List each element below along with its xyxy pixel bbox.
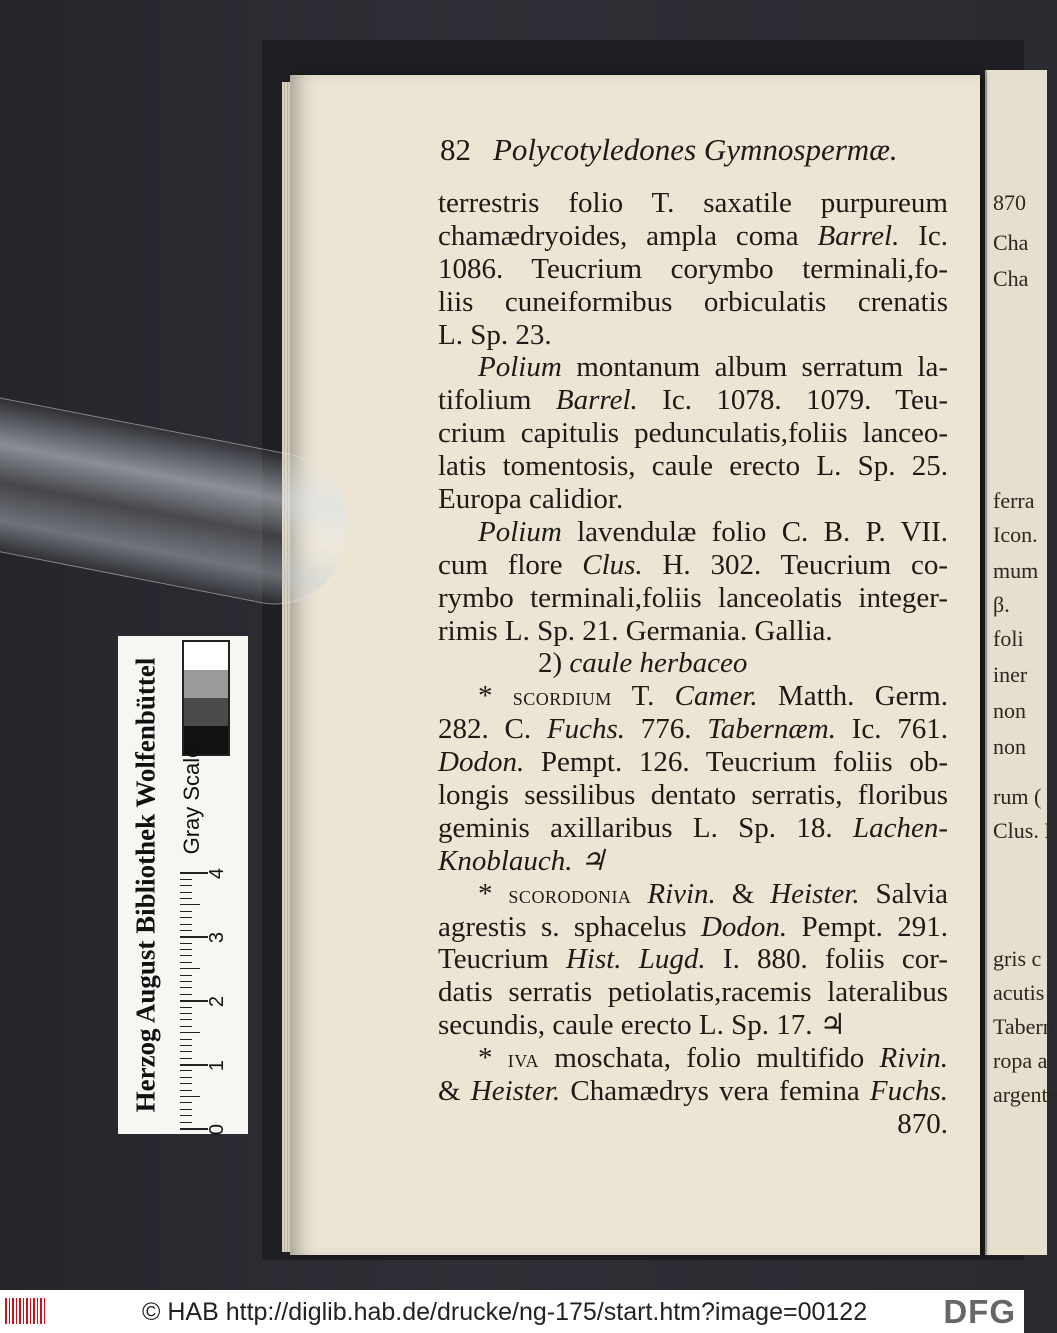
ruler (174, 868, 244, 1136)
text-run: Clus. (582, 548, 643, 581)
text-run: Teucrium (438, 943, 566, 976)
text-line (438, 253, 948, 286)
ruler-tick (180, 885, 192, 886)
adjacent-text-fragment: ferra (993, 488, 1035, 513)
text-run: secundis, caule erecto L. Sp. 17. ♃ (438, 1009, 846, 1042)
adjacent-text-fragment: gris c (993, 946, 1042, 971)
text-line (438, 647, 948, 680)
text-line (438, 1108, 948, 1141)
text-run: agrestis s. sphacelus (438, 910, 701, 943)
text-run: T. (611, 680, 675, 713)
text-line (438, 1042, 948, 1075)
ruler-tick (180, 898, 192, 899)
text-run: Polium (478, 351, 562, 384)
text-line (438, 483, 948, 516)
text-line (438, 220, 948, 253)
footer-bar (0, 1290, 1024, 1333)
text-run: Matth. Germ. (757, 680, 948, 713)
adjacent-text-fragment: Icon. (993, 522, 1038, 547)
text-line (438, 812, 948, 845)
adjacent-page (985, 70, 1057, 1255)
text-run: H. 302. Teucrium co- (642, 548, 948, 581)
text-run: cum flore (438, 548, 583, 581)
running-head: Polycotyledones Gymnospermæ. (493, 132, 898, 167)
gray-swatch (184, 698, 228, 726)
text-line (438, 976, 948, 1009)
text-run: geminis axillaribus L. Sp. 18. (438, 811, 853, 844)
ruler-tick (180, 1007, 192, 1008)
text-line (438, 943, 948, 976)
ruler-tick (180, 892, 192, 893)
adjacent-text-fragment: ropa a (993, 1048, 1048, 1073)
adjacent-text-fragment: foli (993, 626, 1024, 651)
text-run: 1086. Teucrium corymbo terminali,fo- (438, 252, 948, 285)
ruler-tick (180, 904, 200, 905)
adjacent-text-fragment: rum ( (993, 784, 1042, 809)
text-run: 776. (625, 713, 708, 746)
ruler-tick (180, 1064, 208, 1066)
text-line (438, 516, 948, 549)
text-run: & (438, 1075, 471, 1108)
text-line (438, 911, 948, 944)
text-run: moschata, folio multifido (538, 1042, 880, 1075)
text-run: Pempt. 126. Teucrium foliis ob- (524, 746, 948, 779)
ruler-tick (180, 975, 192, 976)
text-run: Hist. Lugd. (565, 943, 706, 976)
text-run: Heister. (770, 877, 860, 910)
text-line (438, 680, 948, 713)
text-run: Ic. (899, 219, 948, 252)
text-run: longis sessilibus dentato serratis, floribus (438, 779, 948, 812)
text-line (438, 1009, 948, 1042)
gray-swatch (184, 642, 228, 670)
footer-copyright[interactable]: © HAB http://diglib.hab.de/drucke/ng-175/start.htm?image=00122 (142, 1298, 868, 1326)
text-line (438, 713, 948, 746)
ruler-tick (180, 981, 192, 982)
ruler-tick (180, 1102, 192, 1103)
ruler-tick (180, 955, 192, 956)
text-run: Barrel. (555, 384, 638, 417)
text-run: Dodon. (438, 746, 525, 779)
text-line (438, 845, 948, 878)
ruler-tick (180, 1083, 192, 1084)
ruler-tick (180, 936, 208, 938)
ruler-tick (180, 943, 192, 944)
text-run: Fuchs. (869, 1075, 948, 1108)
text-run: Rivin. (879, 1042, 948, 1075)
text-run: scordium (512, 684, 612, 712)
text-line (438, 417, 948, 450)
text-run: liis cuneiformibus orbiculatis crenatis (438, 285, 948, 318)
text-run: 870. (897, 1107, 948, 1140)
dfg-logo: DFG (943, 1293, 1016, 1330)
ruler-number: 4 (206, 868, 229, 880)
adjacent-text-fragment: β. (993, 592, 1010, 617)
ruler-tick (180, 1070, 192, 1071)
text-run: Camer. (674, 680, 758, 713)
text-line (438, 582, 948, 615)
text-line (438, 779, 948, 812)
text-run: rymbo terminali,foliis lanceolatis integer- (438, 581, 948, 614)
text-run: scorodonia (508, 881, 632, 909)
ruler-tick (180, 949, 192, 950)
text-line (438, 746, 948, 779)
text-run: 2) (538, 647, 570, 680)
text-run: Knoblauch. ♃ (438, 844, 606, 877)
text-run: * (478, 1042, 508, 1075)
text-run: datis serratis petiolatis,racemis lateralibus (438, 976, 948, 1009)
page-text (438, 187, 948, 1141)
adjacent-text-fragment: Cha (993, 266, 1029, 291)
adjacent-text-fragment: non (993, 698, 1026, 723)
ruler-number: 0 (206, 1123, 229, 1136)
text-run: * (478, 680, 513, 713)
ruler-tick (180, 1000, 208, 1002)
text-run: Lachen- (852, 811, 948, 844)
text-line (438, 549, 948, 582)
ruler-tick (180, 968, 200, 969)
text-run: Rivin. (647, 877, 716, 910)
text-run (631, 878, 647, 910)
library-name: Herzog August Bibliothek Wolfenbüttel (130, 657, 161, 1113)
text-run: Pempt. 291. (787, 910, 948, 943)
adjacent-text-fragment: 870 (993, 190, 1026, 215)
text-run: terrestris folio T. saxatile purpureum (438, 187, 948, 219)
ruler-tick (180, 1115, 192, 1116)
ruler-tick (180, 1032, 200, 1033)
text-run: Ic. 761. (835, 713, 949, 746)
barcode-icon (5, 1298, 47, 1324)
ruler-tick (180, 924, 192, 925)
ruler-tick (180, 962, 192, 963)
ruler-tick (180, 879, 192, 880)
text-line (438, 187, 948, 220)
adjacent-text-fragment: iner (993, 662, 1028, 687)
adjacent-text-fragment: Tabern (993, 1014, 1054, 1039)
ruler-tick (180, 1109, 192, 1110)
text-line (438, 450, 948, 483)
text-run: chamædryoides, ampla coma (438, 219, 818, 252)
adjacent-text-fragment: Clus. F (993, 818, 1057, 843)
ruler-tick (180, 1013, 192, 1014)
text-line (438, 351, 948, 384)
gray-swatches (182, 640, 230, 756)
adjacent-text-fragment: argente (993, 1082, 1057, 1107)
ruler-tick (180, 930, 192, 931)
text-run: I. 880. foliis cor- (705, 943, 948, 976)
ruler-tick (180, 994, 192, 995)
text-run: Tabernæm. (707, 713, 836, 746)
ruler-number: 1 (206, 1060, 229, 1072)
ruler-tick (180, 1090, 192, 1091)
text-run: Heister. (470, 1075, 561, 1108)
ruler-tick (180, 1122, 192, 1123)
text-run: Salvia (859, 877, 949, 910)
text-run: Europa calidior. (438, 483, 624, 516)
ruler-tick (180, 1051, 192, 1052)
adjacent-text-fragment: mum (993, 558, 1039, 583)
text-run: lavendulæ folio C. B. P. VII. (561, 515, 948, 548)
ruler-tick (180, 1058, 192, 1059)
text-run: Dodon. (700, 910, 788, 943)
text-run: latis tomentosis, caule erecto L. Sp. 25. (438, 450, 948, 483)
ruler-tick (180, 1019, 192, 1020)
gray-swatch (184, 670, 228, 698)
text-run: montanum album serratum la- (561, 351, 948, 384)
text-line (438, 878, 948, 911)
scale-card-title (118, 636, 174, 1134)
text-run: L. Sp. 23. (438, 318, 552, 351)
ruler-tick (180, 1128, 208, 1130)
text-line (438, 615, 948, 648)
page-number: 82 (440, 132, 471, 167)
text-run: Barrel. (817, 219, 900, 252)
adjacent-text-fragment: non (993, 734, 1026, 759)
text-run: 282. C. (438, 713, 547, 746)
ruler-tick (180, 1096, 200, 1097)
gray-scale-label (172, 740, 212, 860)
text-run: caule herbaceo (569, 647, 748, 680)
text-run: Ic. 1078. 1079. Teu- (637, 384, 948, 417)
text-run: Polium (478, 515, 562, 548)
ruler-tick (180, 1045, 192, 1046)
text-line (438, 384, 948, 417)
text-run: Chamædrys vera femina (560, 1075, 870, 1108)
adjacent-text-fragment: acutis (993, 980, 1045, 1005)
ruler-tick (180, 872, 208, 874)
text-run: tifolium (438, 384, 556, 417)
text-line (438, 1075, 948, 1108)
page-header (440, 132, 960, 172)
ruler-tick (180, 917, 192, 918)
ruler-number: 2 (206, 996, 229, 1008)
ruler-tick (180, 987, 192, 988)
text-run: iva (507, 1046, 539, 1074)
text-run: & (715, 877, 771, 910)
text-run: crium capitulis pedunculatis,foliis lanceo- (438, 417, 948, 450)
text-line (438, 319, 948, 352)
ruler-tick (180, 1077, 192, 1078)
adjacent-text-fragment: Cha (993, 230, 1029, 255)
text-line (438, 286, 948, 319)
text-run: Fuchs. (546, 713, 625, 746)
ruler-tick (180, 1039, 192, 1040)
ruler-tick (180, 1026, 192, 1027)
text-run: * (478, 877, 509, 910)
ruler-number: 3 (206, 932, 229, 944)
ruler-tick (180, 911, 192, 912)
gray-scale-text: Gray Scale (179, 745, 204, 855)
text-run: rimis L. Sp. 21. Germania. Gallia. (438, 614, 833, 647)
